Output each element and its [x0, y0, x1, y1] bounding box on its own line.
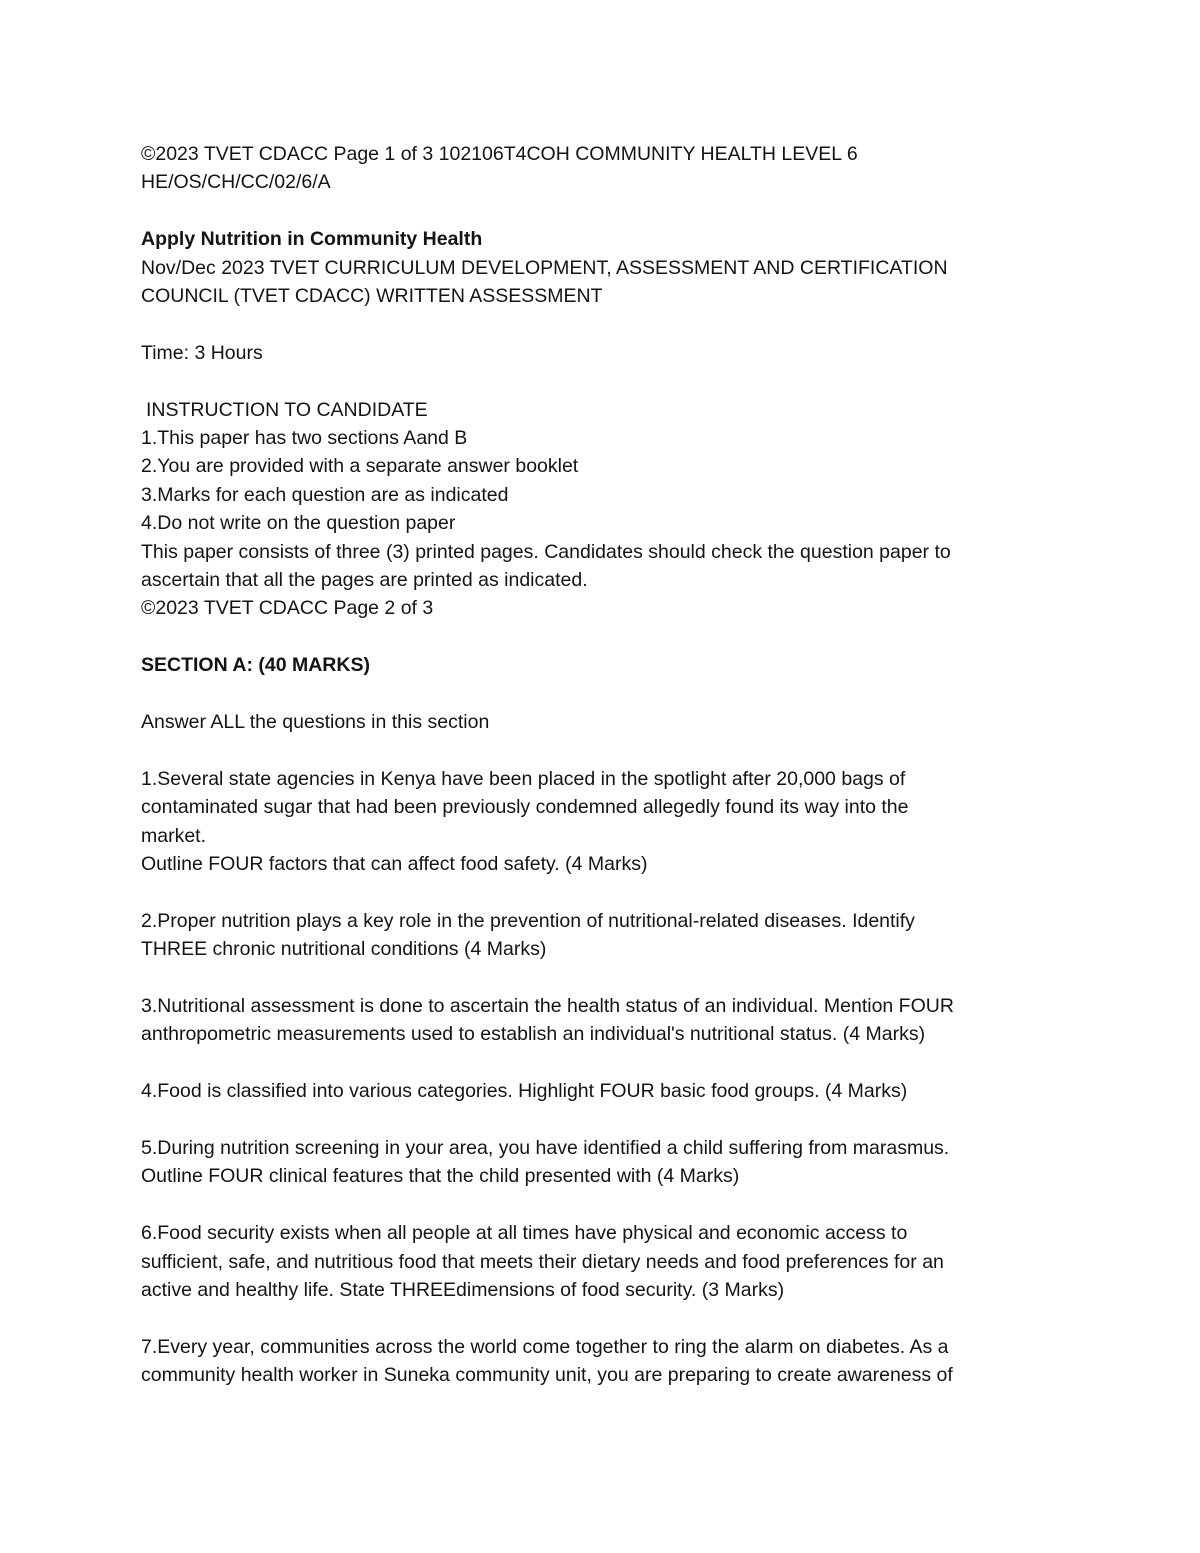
header-line-1: ©2023 TVET CDACC Page 1 of 3 102106T4COH COMMUNITY HEALTH LEVEL 6: [141, 143, 858, 165]
spacer: [141, 623, 1061, 651]
subtitle-line-1: Nov/Dec 2023 TVET CURRICULUM DEVELOPMENT, ASSESSMENT AND CERTIFICATION: [141, 256, 948, 279]
question-4: [141, 1077, 1061, 1105]
time-allowed: Time: 3 Hours: [141, 341, 263, 364]
question-line: 6.Food security exists when all people at all times have physical and economic access to: [141, 1222, 908, 1245]
spacer: [141, 1049, 1061, 1077]
question-line: community health worker in Suneka community unit, you are preparing to create awareness of: [141, 1364, 953, 1387]
question-5: [141, 1134, 1061, 1191]
spacer: [141, 878, 1061, 906]
spacer: [141, 310, 1061, 338]
spacer: [141, 197, 1061, 225]
question-line: market.: [141, 824, 207, 847]
question-line: 1.Several state agencies in Kenya have been placed in the spotlight after 20,000 bags of: [141, 767, 906, 790]
document-title: Apply Nutrition in Community Health: [141, 228, 483, 251]
instruction-item: 4.Do not write on the question paper: [141, 512, 456, 535]
spacer: [141, 1304, 1061, 1332]
instructions-heading: INSTRUCTION TO CANDIDATE: [146, 398, 428, 421]
question-line: 2.Proper nutrition plays a key role in the prevention of nutritional-related diseases. Identify: [141, 909, 915, 932]
spacer: [141, 1191, 1061, 1219]
spacer: [141, 367, 1061, 395]
instruction-item: 2.You are provided with a separate answer booklet: [141, 455, 579, 478]
question-line: contaminated sugar that had been previously condemned allegedly found its way into the: [141, 796, 909, 819]
spacer: [141, 964, 1061, 992]
page-2-marker: ©2023 TVET CDACC Page 2 of 3: [141, 597, 434, 620]
question-line: THREE chronic nutritional conditions (4 Marks): [141, 938, 547, 961]
question-1: [141, 765, 1061, 879]
header-line-2: HE/OS/CH/CC/02/6/A: [141, 171, 331, 194]
question-3: [141, 992, 1061, 1049]
question-line: active and healthy life. State THREEdimensions of food security. (3 Marks): [141, 1279, 785, 1302]
question-line: 4.Food is classified into various categories. Highlight FOUR basic food groups. (4 Marks): [141, 1080, 908, 1103]
section-a-intro: Answer ALL the questions in this section: [141, 711, 490, 734]
question-line: sufficient, safe, and nutritious food that meets their dietary needs and food preferences for an: [141, 1250, 944, 1273]
question-line: Outline FOUR clinical features that the child presented with (4 Marks): [141, 1165, 740, 1188]
instructions-note-line-1: This paper consists of three (3) printed pages. Candidates should check the question paper to: [141, 540, 951, 563]
document-body: [141, 140, 1061, 1390]
spacer: [141, 1106, 1061, 1134]
question-line: Outline FOUR factors that can affect food safety. (4 Marks): [141, 853, 648, 876]
subtitle-line-2: COUNCIL (TVET CDACC) WRITTEN ASSESSMENT: [141, 285, 603, 308]
question-6: [141, 1219, 1061, 1304]
question-2: [141, 907, 1061, 964]
question-line: 5.During nutrition screening in your area, you have identified a child suffering from marasmus.: [141, 1137, 950, 1160]
instructions-note-line-2: ascertain that all the pages are printed as indicated.: [141, 569, 588, 592]
instruction-item: 3.Marks for each question are as indicated: [141, 483, 509, 506]
spacer: [141, 736, 1061, 764]
question-line: 7.Every year, communities across the world come together to ring the alarm on diabetes. As a: [141, 1335, 949, 1358]
spacer: [141, 680, 1061, 708]
question-7: [141, 1333, 1061, 1390]
question-line: 3.Nutritional assessment is done to ascertain the health status of an individual. Mention FOUR: [141, 995, 954, 1018]
question-line: anthropometric measurements used to establish an individual's nutritional status. (4 Marks): [141, 1023, 926, 1046]
instruction-item: 1.This paper has two sections Aand B: [141, 427, 468, 450]
section-a-heading: SECTION A: (40 MARKS): [141, 654, 370, 677]
